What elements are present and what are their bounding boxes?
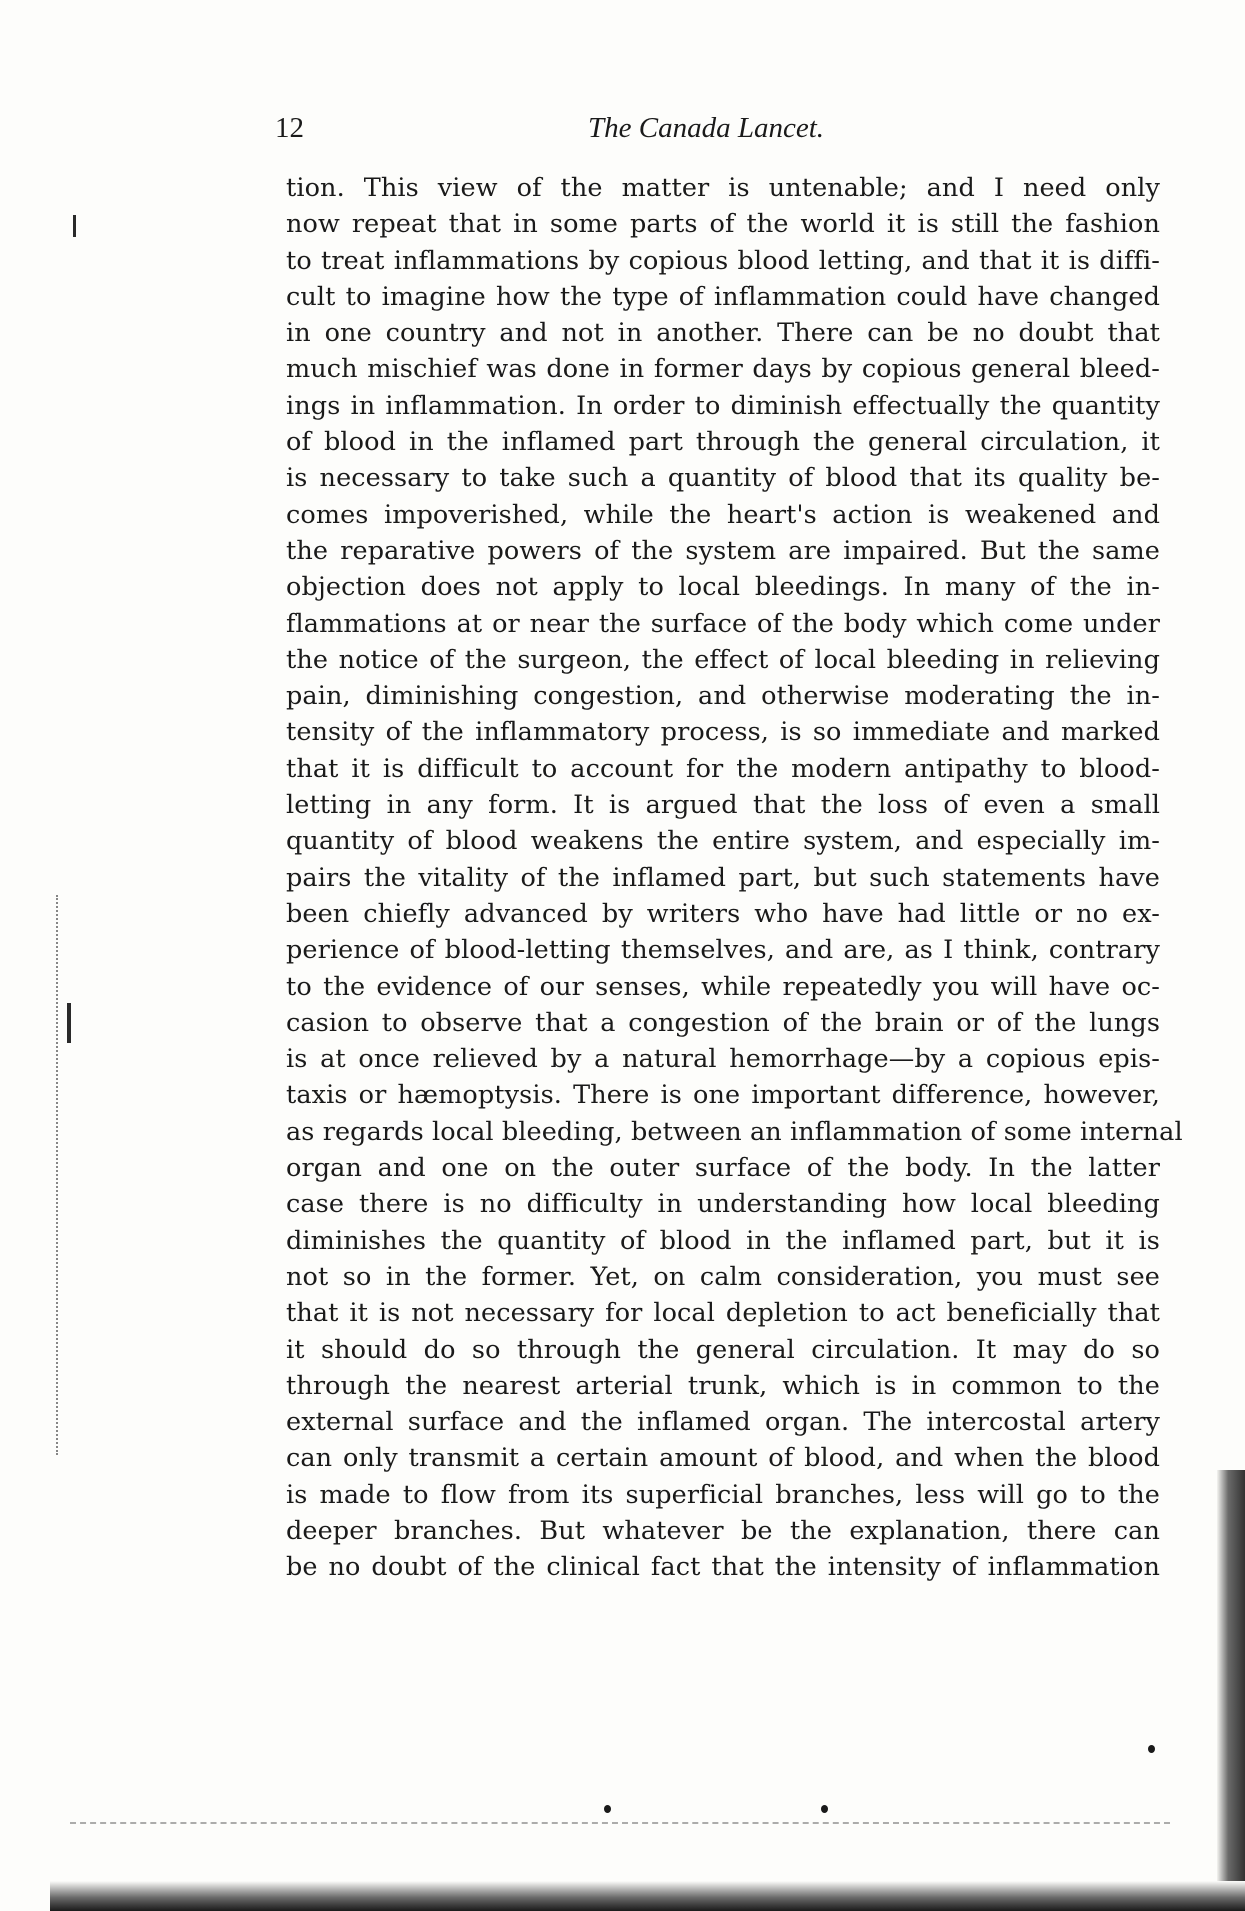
text-line: casion to observe that a congestion of the brain or of the lungs bbox=[286, 1007, 1160, 1038]
text-line: not so in the former. Yet, on calm consideration, you must see bbox=[286, 1261, 1160, 1292]
text-line: perience of blood-letting themselves, and are, as I think, contrary bbox=[286, 935, 1160, 966]
text-line: external surface and the inflamed organ. The intercostal artery bbox=[286, 1407, 1160, 1438]
text-line: that it is not necessary for local depletion to act beneficially that bbox=[286, 1298, 1160, 1329]
text-line: letting in any form. It is argued that the loss of even a small bbox=[286, 790, 1160, 821]
text-line: organ and one on the outer surface of the body. In the latter bbox=[286, 1153, 1160, 1184]
scan-dot bbox=[604, 1805, 611, 1813]
text-line: as regards local bleeding, between an inflammation of some internal bbox=[286, 1116, 1183, 1147]
text-line: it should do so through the general circulation. It may do so bbox=[286, 1334, 1160, 1365]
text-line: the notice of the surgeon, the effect of local bleeding in relieving bbox=[286, 644, 1160, 675]
text-line: much mischief was done in former days by copious general bleed- bbox=[286, 354, 1160, 385]
text-line: is at once relieved by a natural hemorrhage—by a copious epis- bbox=[286, 1044, 1160, 1075]
text-line: can only transmit a certain amount of blood, and when the blood bbox=[286, 1443, 1160, 1474]
text-line: quantity of blood weakens the entire system, and especially im- bbox=[286, 826, 1160, 857]
text-line: case there is no difficulty in understanding how local bleeding bbox=[286, 1189, 1160, 1220]
text-line: pairs the vitality of the inflamed part, but such statements have bbox=[286, 862, 1160, 893]
text-line: ings in inflammation. In order to diminish effectually the quantity bbox=[286, 390, 1160, 421]
text-line: in one country and not in another. There can be no doubt that bbox=[286, 318, 1160, 349]
text-line: is necessary to take such a quantity of blood that its quality be- bbox=[286, 463, 1160, 494]
text-line: is made to flow from its superficial branches, less will go to the bbox=[286, 1479, 1160, 1510]
text-line: to the evidence of our senses, while repeatedly you will have oc- bbox=[286, 971, 1160, 1002]
text-line: tion. This view of the matter is untenable; and I need only bbox=[286, 173, 1160, 203]
text-line: tensity of the inflammatory process, is so immediate and marked bbox=[286, 717, 1160, 748]
text-line: deeper branches. But whatever be the explanation, there can bbox=[286, 1515, 1160, 1546]
text-line: that it is difficult to account for the modern antipathy to blood- bbox=[286, 753, 1160, 784]
text-line: to treat inflammations by copious blood letting, and that it is diffi- bbox=[286, 245, 1160, 276]
text-line: through the nearest arterial trunk, which is in common to the bbox=[286, 1370, 1160, 1401]
text-line: pain, diminishing congestion, and otherwise moderating the in- bbox=[286, 681, 1160, 712]
text-line: of blood in the inflamed part through the general circulation, it bbox=[286, 427, 1160, 458]
text-line: flammations at or near the surface of the body which come under bbox=[286, 608, 1160, 639]
running-title: The Canada Lancet. bbox=[588, 112, 825, 144]
scan-mark bbox=[67, 1003, 71, 1043]
text-line: been chiefly advanced by writers who have had little or no ex- bbox=[286, 898, 1160, 929]
text-line: be no doubt of the clinical fact that the intensity of inflammation bbox=[286, 1552, 1160, 1583]
text-line: now repeat that in some parts of the world it is still the fashion bbox=[286, 209, 1160, 240]
text-line: comes impoverished, while the heart's action is weakened and bbox=[286, 499, 1160, 530]
text-line: diminishes the quantity of blood in the inflamed part, but it is bbox=[286, 1225, 1160, 1256]
scan-bottom-edge-shadow bbox=[50, 1881, 1245, 1911]
page-number: 12 bbox=[275, 112, 304, 144]
scan-dot bbox=[1148, 1745, 1155, 1753]
scan-right-edge-shadow bbox=[1217, 1470, 1245, 1911]
scan-margin-marks bbox=[56, 895, 64, 1455]
page-header bbox=[275, 112, 1155, 152]
text-line: cult to imagine how the type of inflammation could have changed bbox=[286, 281, 1160, 312]
text-line: the reparative powers of the system are impaired. But the same bbox=[286, 535, 1160, 566]
scan-specks bbox=[70, 1810, 1170, 1824]
text-line: objection does not apply to local bleedings. In many of the in- bbox=[286, 572, 1160, 603]
scan-mark bbox=[73, 215, 76, 237]
body-text bbox=[286, 170, 1183, 1586]
text-line: taxis or hæmoptysis. There is one important difference, however, bbox=[286, 1080, 1160, 1111]
scan-dot bbox=[821, 1805, 828, 1813]
